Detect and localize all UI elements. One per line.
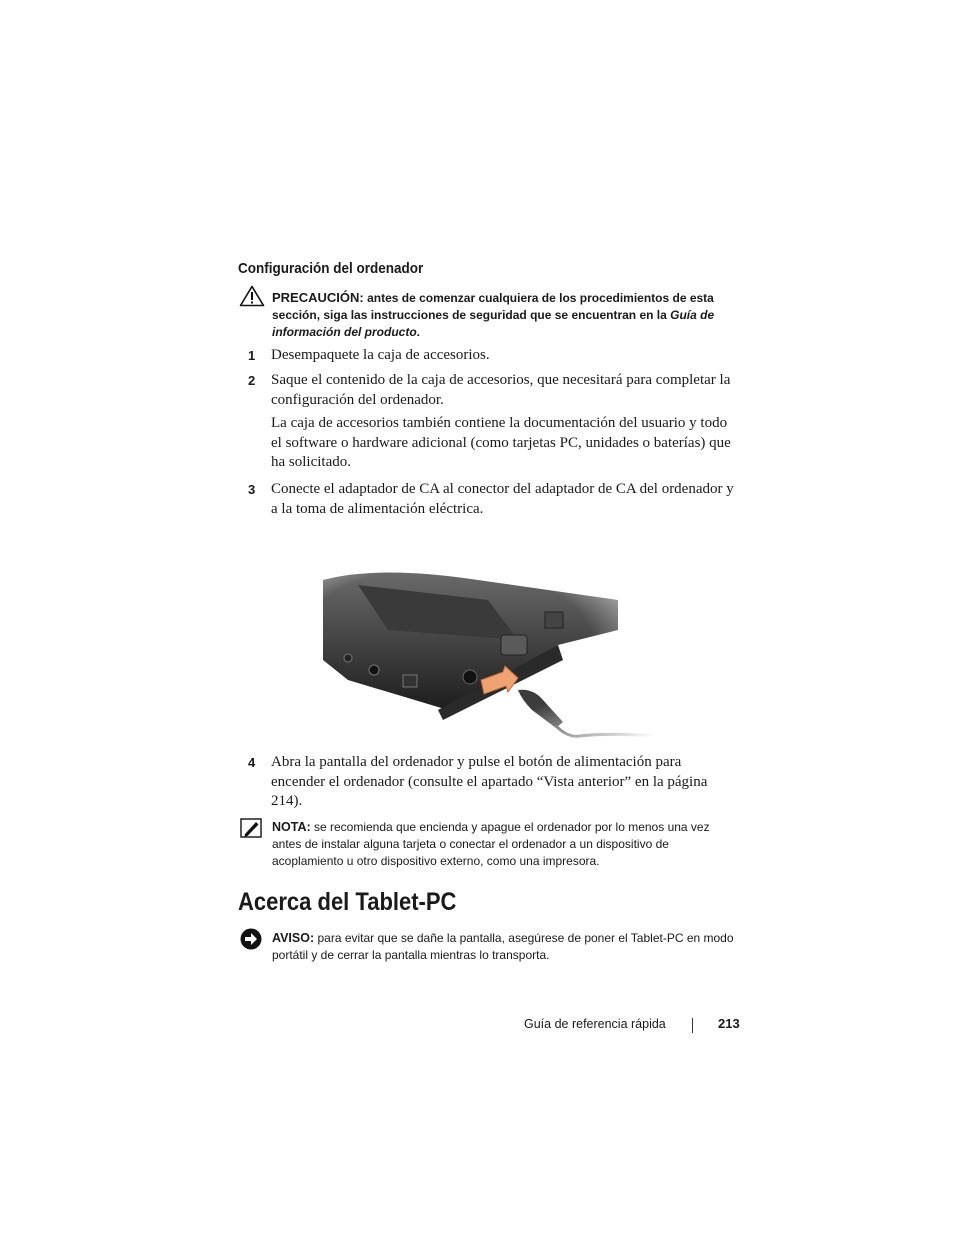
step-text: Saque el contenido de la caja de accesorios, que necesitará para completar la configuración del ordenador. <box>271 372 731 408</box>
notice-body: para evitar que se dañe la pantalla, asegúrese de poner el Tablet-PC en modo portátil y de cerrar la pantalla mientras lo transporta. <box>272 931 734 962</box>
notice-text <box>272 930 742 964</box>
footer-divider <box>692 1018 693 1033</box>
step-number: 3 <box>248 482 256 497</box>
step-number: 4 <box>248 755 256 770</box>
section-heading: Configuración del ordenador <box>238 260 424 277</box>
page-title: Acerca del Tablet-PC <box>238 888 457 916</box>
step-number: 1 <box>248 348 256 363</box>
notice-label: AVISO: <box>272 931 315 945</box>
caution-reference: Guía de información del producto <box>272 308 715 339</box>
step-2-paragraph: La caja de accesorios también contiene la documentación del usuario y todo el software o hardware adicional (como tarjetas PC, unidades o baterías) que ha solicitado. <box>271 415 731 470</box>
note-label: NOTA: <box>272 820 311 834</box>
note-body: se recomienda que encienda y apague el ordenador por lo menos una vez antes de instalar alguna tarjeta o conectar el ordenador a un dispositivo de acoplamiento u otro dispositivo externo, como una impresora. <box>272 820 710 868</box>
caution-body: antes de comenzar cualquiera de los procedimientos de esta sección, siga las instrucciones de seguridad que se encuentran en la <box>272 291 714 322</box>
caution-label: PRECAUCIÓN: <box>272 290 364 305</box>
step-text: Conecte el adaptador de CA al conector del adaptador de CA del ordenador y a la toma de alimentación eléctrica. <box>271 481 734 517</box>
warning-triangle-icon <box>239 285 265 312</box>
step-text: Abra la pantalla del ordenador y pulse el botón de alimentación para encender el ordenador (consulte el apartado “Vista anterior” en la página 214). <box>271 754 708 809</box>
step-2 <box>248 371 748 410</box>
caution-end: . <box>416 325 421 339</box>
notice-arrow-icon <box>240 928 262 955</box>
step-text: Desempaquete la caja de accesorios. <box>271 347 490 363</box>
step-1 <box>248 346 748 366</box>
note-text <box>272 819 742 870</box>
pencil-note-icon <box>240 818 262 843</box>
step-number: 2 <box>248 373 256 388</box>
caution-text <box>272 289 742 341</box>
page-number: 213 <box>718 1016 740 1031</box>
footer-title: Guía de referencia rápida <box>524 1017 666 1031</box>
step-4 <box>248 753 748 812</box>
step-3 <box>248 480 748 519</box>
ac-adapter-connection-photo <box>318 560 678 755</box>
